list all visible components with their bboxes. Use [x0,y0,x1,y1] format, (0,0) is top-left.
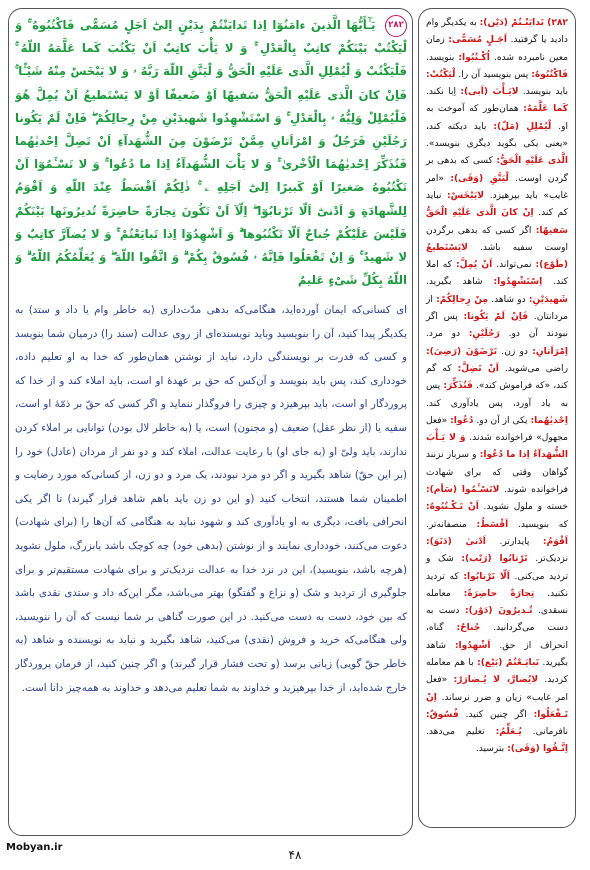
glossary-word: تَبایَـعْتُمْ (بَیْع): [477,657,540,668]
glossary-definition: که املا کند. [426,260,568,288]
glossary-definition: دو شاهد. [491,294,526,305]
glossary-definition: که گم کند، «که فراموش کند». [426,363,568,392]
glossary-definition: خسته و ملول نشوید. [483,502,568,513]
glossary-word: لْیَتَّقِ (وَقَی): [450,173,509,184]
glossary-entry [426,53,490,63]
persian-translation: ای کسانی‌که ایمان آورده‌اید، هنگامی‌که بدهی مدّت‌داری (به خاطر وام یا داد و ستد) به یکدیگر پیدا کنید، آن را بنویسید وباید نویسنده‌ای از روی عدالت (سند را) درمیان شما بنویسد و کسی که قدرت بر نویسندگی دارد، نباید از نوشتن همان‌طور که خدا به او تعلیم داده، خودداری کند، پس باید بنویسد و آن‌کس که حق بر عهدهٔ او است، باید املاء کند و از خدا که پروردگار او است، باید بپرهیزد و چیزی را فروگذار ننماید و اگر کسی که حقّ بر ذمّهٔ او است، سفیه یا (از نظر عقل) ضعیف (و مجنون) است، یا (به خاطر لال بودن) توانایی بر املاء کردن ندارند، باید ولیّ او (به جای او) با رعایت عدالت، املاء کند و دو نفر از مردان (عادل) خود را (بر این حقّ) شاهد بگیرید و اگر دو مرد نبودند، یک مرد و دو زن، از کسانی‌که مورد رضایت و اطمینان شما هستند، انتخاب کنید (و این دو زن باید باهم شاهد قرار گیرند) تا اگر یکی انحرافی یافت، دیگری به او یادآوری کند و شهود نباید به هنگامی که آن‌ها را (برای شهادت) دعوت می‌کنند، خودداری نمایند و از نوشتن (بدهی خود) چه کوچک باشد یابزرگ، ملول نشوید (هرچه باشد، بنویسید)، این در نزد خدا به عدالت نزدیک‌تر و برای شهادت مستقیم‌تر و برای جلوگیری از تردید و شک (و نزاع و گفتگو) بهتر می‌باشد، مگر این‌که داد و ستدی نقدی باشد که بین خود، دست به دست می‌کنید. در این صورت گناهی بر شما نیست که آن را ننویسید، ولی هنگامی‌که خرید و فروش (نقدی) می‌کنید، شاهد بگیرید و نباید به نویسنده و شاهد (به خاطر حقّ گویی) زیانی برسد (و تحت فشار قرار گیرند) و اگر چنین کنید، از فرمان پروردگار خارج شده‌اید، از خدا بپرهیزید و خداوند به شما تعلیم می‌دهد و خداوند به همه‌چیز دانا است. [15,304,407,694]
glossary-entry [488,295,568,305]
ayah-number-badge: ۲۸۲ [385,15,407,37]
glossary-definition: اگر چنین کنید. [465,709,527,720]
glossary-word: اَشْهِدُوا: [454,640,491,651]
glossary-word: دُعُوا: [450,415,474,426]
glossary-word: اَلّا تَرْتابُوا: [463,571,510,582]
glossary-definition: تعلیم می‌دهد. [426,727,485,738]
glossary-definition: که بنویسید. [517,519,568,530]
glossary-word: اِسْتَشْهِدُوا: [493,277,543,288]
glossary-definition: اِبا نکند. [426,87,457,98]
glossary-definition: راضی می‌شوید. [504,363,568,374]
glossary-entry [486,537,568,547]
glossary-word: شَهیدَیْنِ: [528,294,568,305]
glossary-definition: دست به دست می‌گردانید. [426,606,568,634]
glossary-entry [426,520,508,530]
glossary-panel [418,8,576,828]
glossary-word: کَما عَلَّمَهُ: [523,104,568,115]
glossary-entry [426,87,519,97]
glossary-definition: دو مرد. [426,329,461,340]
site-watermark: Mobyan.ir [6,842,63,853]
glossary-word: رَجُلَیْنِ: [468,329,500,340]
glossary-word: اَنْ تَضِلَّ: [457,363,499,374]
glossary-word: اَنْ تَـکْـتُبُوهُ: [426,502,479,513]
glossary-word: لْیَکْتُبْ: [426,69,456,80]
glossary-definition: شاهد بگیرید. [426,277,483,288]
glossary-word: فُسُوقٌ: [426,709,459,720]
glossary-entry [426,122,568,149]
glossary-definition: «امر غایب» باید بپرهیزد. [426,173,568,201]
glossary-definition: منصفانه‌تر. [426,519,467,530]
glossary-definition: پس اگر نبودند آن دو. [426,312,568,340]
glossary-entry [476,744,568,754]
glossary-definition: و سرباز نزنند گواهان وقتی که برای شهادت فراخوانده شوند. [426,450,568,496]
glossary-definition: زمان معین نامبرده شده. [426,35,568,63]
glossary-word: اِحْدیٰهُما: [530,415,568,426]
glossary-entry [497,347,568,357]
glossary-definition: بنویسد. [426,52,455,63]
glossary-word: تَرْتابُوا (رَیْب): [461,554,528,565]
glossary-definition: نافرمانی. [532,727,568,738]
glossary-definition: پس به یاد آورد، پس یادآوری کند. [426,381,568,409]
glossary-definition: کسی که بدهی بر گردن اوست. [426,156,568,184]
glossary-word: اَجَـلٍ مُسَمًّی: [448,35,507,46]
glossary-word: اَنْ یُمِلَّ: [455,260,493,271]
glossary-word: اُکْـتُبُوا: [458,52,490,63]
glossary-definition: باید بنویسد. [522,87,568,98]
glossary-word: لایَبْخَسْ: [447,190,484,201]
glossary-entry [426,329,500,339]
glossary-definition: «فعل امر غایب» زیان و ضرر نرساند. [426,675,568,703]
glossary-word: فَتُذَکِّرَ: [443,381,473,392]
glossary-word: اِتَّـقُوا (وَقَی): [507,744,568,755]
glossary-word: تُـدیرُونَ (دَوْر): [464,606,533,617]
ayah-text-block [15,14,407,290]
page-number: ۴۸ [288,848,302,862]
glossary-definition: اگر کسی که بدهی برگردن اوست سفیه باشد. [426,225,568,253]
main-content-box [8,8,413,836]
glossary-word: وَ لا یَـأْبَ الشُّهَدآءُ اِذا ما دُعُوا: [426,433,568,461]
glossary-definition: یکی از آن دو. [476,415,528,426]
glossary-definition: شک و تردید می‌کنی. [426,554,568,582]
glossary-word: تِجارَةً حاضِرَةً: [463,588,535,599]
glossary-word: لایُضارَّ، لا یُـضارَرْ: [453,675,538,686]
glossary-word: اِنْ کانَ الَّذی عَلَیْهِ الْحَقُّ سَفیهًا: [426,208,568,236]
glossary-word: الَّذی عَلَیْهِ الْحَقُّ: [496,156,568,167]
glossary-word: ۲۸۲) تَدایَنْـتُمْ (دَیْن): [479,18,568,28]
glossary-entry [455,70,568,80]
glossary-definition: به یکدیگر وام دادید یا گرفتید. [426,18,568,46]
glossary-word: اَقْسَطُ: [476,519,509,530]
glossary-word: تَرْضَوْنَ (رَضِیَ): [426,346,498,357]
glossary-definition: «فعل مجهول» فراخوانده شدند. [425,415,568,444]
glossary-definition: شاهد بگیرید. [426,640,568,668]
glossary-definition: پس بنویسید آن را. [458,69,529,80]
glossary-word: لْیُمْلِلِ (مَلّ): [493,121,552,132]
glossary-entry [473,416,568,426]
glossary-definition: نباید کم کند. [426,190,568,219]
glossary-word: مِنْ رِجالِکُمْ: [436,294,489,305]
glossary-entry [426,727,522,737]
glossary-word: اِنْ تَـفْعَلُوا: [426,692,568,720]
glossary-word: اَقْوَمُ: [542,536,568,547]
glossary-definition: همان‌طور که آموخت به او. [426,104,568,132]
glossary-definition: گناه، انحراف از حق. [426,623,568,651]
glossary-word: لایَـأْبَ (اَبی): [460,87,519,98]
glossary-word: فَاِنْ لَمْ یَکُونا: [463,312,529,323]
glossary-word: اَدْنیٰ (دَنَوَ): [426,536,486,547]
glossary-definition: بترسید. [475,744,505,755]
glossary-definition: نزدیک‌تر. [535,554,568,565]
glossary-word: اِمْرَاَتانِ: [532,346,568,357]
glossary-word: جُناحٌ: [456,623,481,634]
glossary-definition: با هم معامله کردید. [426,657,568,686]
glossary-definition: نمی‌تواند. [496,260,532,271]
glossary-word: لایَسْتَطیعُ (طَوْع): [426,242,568,271]
ayah-arabic-text: یَـٰٓأَیُّهَا الَّذینَ ءامَنُوٓا اِذا تَدایَنْتُمْ بِدَیْنٍ اِلیٰٓ اَجَلٍ مُسَمًّی فَاکْتُبُوهُ ۚ وَ لْیَکْتُبْ بَیْنَکُمْ کاتِبٌ بِالْعَدْلِ ۚ وَ لا یَأْبَ کاتِبٌ اَنْ یَکْتُبَ کَما عَلَّمَهُ اللّهُ ۚ فَلْیَکْتُبْ وَ لْیُمْلِلِ الَّذی عَلَیْهِ الْحَقُّ وَ لْیَتَّقِ اللّهَ رَبَّهُ ۥ وَ لا یَبْخَسْ مِنْهُ شَیْـًٔا ۚ فَاِنْ کانَ الَّذی عَلَیْهِ الْحَقُّ سَفیهًا اَوْ ضَعیفًا اَوْ لا یَسْتَطیعُ اَنْ یُمِلَّ هُوَ فَلْیُمْلِلْ وَلِیُّهُ ۥ بِالْعَدْلِ ۚ وَ اسْتَشْهِدُوا شَهیدَیْنِ مِنْ رِجالِکُمْ ۖ فَاِنْ لَمْ یَکُونا رَجُلَیْنِ فَرَجُلٌ وَ امْرَاَتانِ مِمَّنْ تَرْضَوْنَ مِنَ الشُّهَدآءِ اَنْ تَضِلَّ اِحْدیٰهُما فَتُذَکِّرَ اِحْدیٰهُمَا الْاُخْریٰ ۚ وَ لا یَأْبَ الشُّهَدآءُ اِذا ما دُعُوا ۚ وَ لا تَسْـَٔمُوٓا اَنْ تَکْتُبُوهُ صَغیرًا اَوْ کَبیرًا اِلیٰٓ اَجَلِهِ ۦ ۚ ذٰلِکُمْ اَقْسَطُ عِنْدَ اللّهِ وَ اَقْوَمُ لِلشَّهادَةِ وَ اَدْنیٰٓ اَلّا تَرْتابُوٓا ۖ اِلّآ اَنْ تَکُونَ تِجارَةً حاضِرَةً تُدیرُونَها بَیْنَکُمْ فَلَیْسَ عَلَیْکُمْ جُناحٌ اَلّا تَکْتُبُوها ۗ وَ اَشْهِدُوٓا اِذا تَبایَعْتُمْ ۚ وَ لا یُضآرَّ کاتِبٌ وَ لا شَهیدٌ ۚ وَ اِنْ تَفْعَلُوا فَاِنَّهُ ۥ فُسُوقٌ بِکُمْ ۗ وَ اتَّقُوا اللّهَ ۖ وَ یُعَلِّمُکُمُ اللّهُ ۗ وَ اللّهُ بِکُلِّ شَیْءٍ عَلیمٌ [15,18,407,288]
glossary-definition: باید دیکته کند، «یعنی یکی بگوید دیگری بنویسد». [426,121,568,150]
glossary-word: فَاکْتُبُوهُ: [531,69,568,80]
glossary-word: لاتَسْـَٔمُوا (سَأم): [426,485,500,496]
glossary-definition: دو زن. [501,346,528,357]
glossary-entry [426,277,542,287]
glossary-definition: پایدارتر. [499,536,530,547]
glossary-word: یُـعَلِّمُ: [495,727,522,738]
glossary-definition: که تردید نکنید. [426,571,568,599]
glossary-definition: معامله نسقدی. [426,588,568,617]
glossary-definition: از مردانتان. [426,294,568,323]
